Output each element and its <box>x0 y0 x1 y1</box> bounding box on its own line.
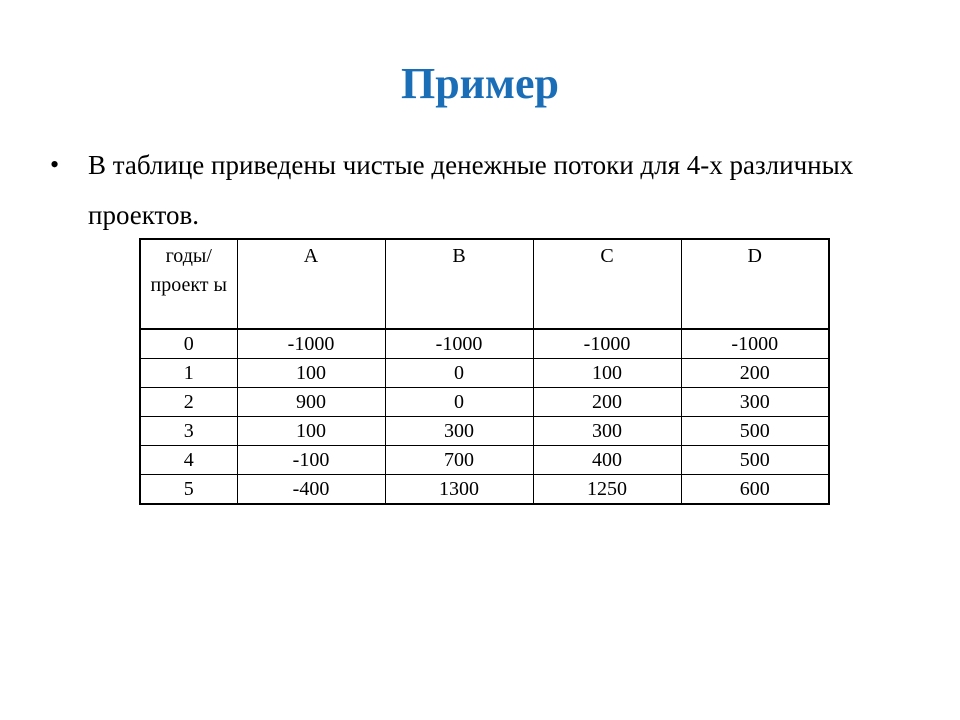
table-header-cell: A <box>237 239 385 329</box>
table-cell: 600 <box>681 475 829 505</box>
table-cell: -1000 <box>533 329 681 359</box>
table-cell: 100 <box>237 417 385 446</box>
table-cell: -400 <box>237 475 385 505</box>
table-cell: -1000 <box>385 329 533 359</box>
table-cell: 100 <box>237 359 385 388</box>
table-cell: -100 <box>237 446 385 475</box>
table-cell: 0 <box>385 388 533 417</box>
table-cell: 2 <box>140 388 237 417</box>
table-header-cell: C <box>533 239 681 329</box>
table-cell: 500 <box>681 446 829 475</box>
table-cell: 0 <box>140 329 237 359</box>
table-cell: 400 <box>533 446 681 475</box>
table-cell: 1300 <box>385 475 533 505</box>
table-cell: 1250 <box>533 475 681 505</box>
table-header-cell: годы/ проект ы <box>140 239 237 329</box>
table-row <box>140 329 829 359</box>
table-cell: 200 <box>681 359 829 388</box>
table-header-row <box>140 239 829 329</box>
table-header-cell: B <box>385 239 533 329</box>
table-cell: 300 <box>533 417 681 446</box>
table-cell: -1000 <box>681 329 829 359</box>
table-cell: 3 <box>140 417 237 446</box>
table-cell: 4 <box>140 446 237 475</box>
table-cell: 700 <box>385 446 533 475</box>
table-row <box>140 417 829 446</box>
table-cell: 300 <box>385 417 533 446</box>
table-cell: -1000 <box>237 329 385 359</box>
table-row <box>140 388 829 417</box>
table-cell: 500 <box>681 417 829 446</box>
table-cell: 0 <box>385 359 533 388</box>
table-cell: 100 <box>533 359 681 388</box>
table-cell: 5 <box>140 475 237 505</box>
table-row <box>140 475 829 505</box>
table-cell: 300 <box>681 388 829 417</box>
table-header-cell: D <box>681 239 829 329</box>
bullet-text: В таблице приведены чистые денежные потоки для 4-х различных проектов. <box>88 150 854 230</box>
table-cell: 200 <box>533 388 681 417</box>
slide-title: Пример <box>400 59 560 108</box>
table-row <box>140 359 829 388</box>
table-row <box>140 446 829 475</box>
bullet-dot-icon: • <box>50 150 60 179</box>
table-cell: 1 <box>140 359 237 388</box>
cash-flow-table <box>139 238 830 505</box>
table-cell: 900 <box>237 388 385 417</box>
